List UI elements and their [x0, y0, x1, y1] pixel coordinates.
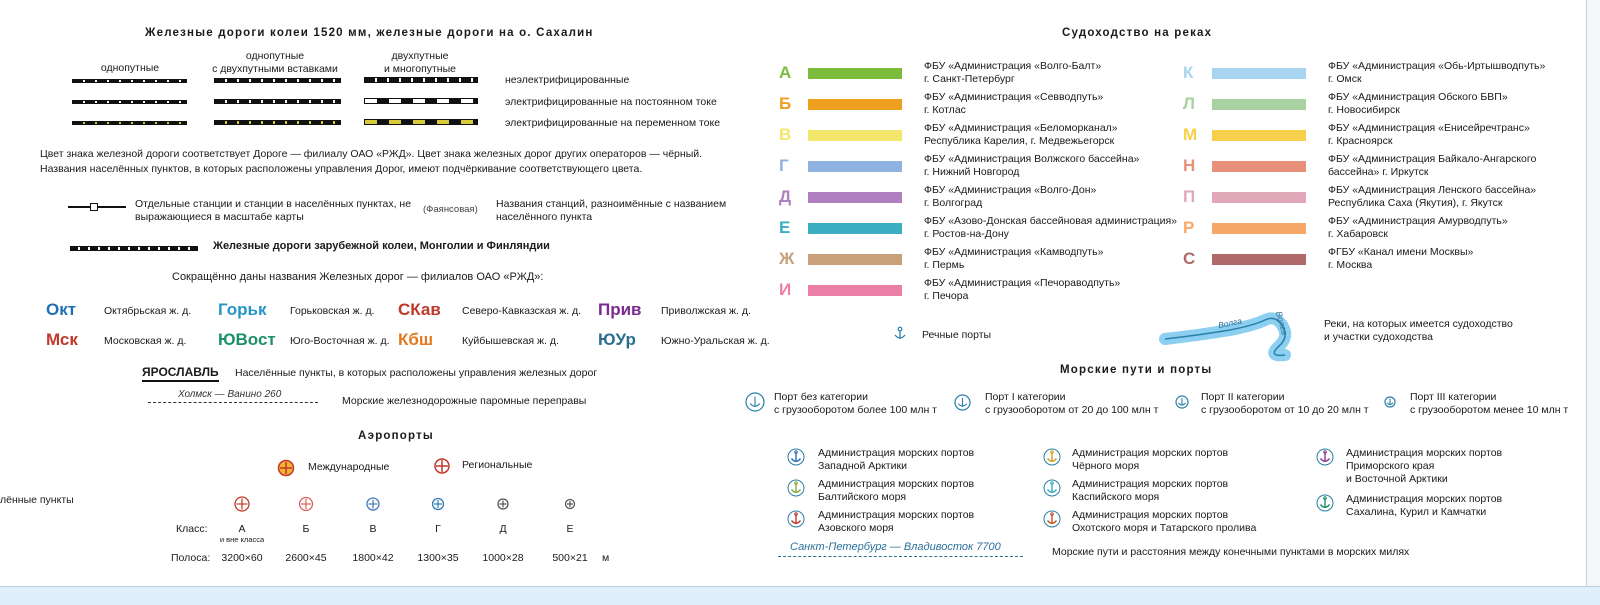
sea-port-icon	[954, 394, 971, 411]
airport-runway: 1300×35	[417, 552, 459, 564]
map-right-edge	[1586, 0, 1600, 586]
river-swatch	[808, 254, 902, 265]
river-swatch	[808, 223, 902, 234]
river-letter: И	[779, 280, 792, 299]
river-admin-text: ФБУ «Администрация «Севводпуть» г. Котлас	[924, 91, 1104, 116]
river-letter: В	[779, 125, 792, 144]
sea-port-text: Порт I категории с грузооборотом от 20 до 100 млн т	[985, 391, 1159, 416]
international-airport-icon	[277, 459, 295, 477]
railway-code: Кбш	[398, 330, 434, 349]
river-swatch	[808, 192, 902, 203]
sea-port-icon	[1384, 396, 1396, 408]
sea-admin-anchor-icon	[787, 448, 805, 466]
sea-admin-text: Администрация морских портов Чёрного моря	[1072, 447, 1229, 472]
sea-admin-anchor-icon	[787, 510, 805, 528]
river-admin-text: ФБУ «Администрация «Енисейречтранс» г. Красноярск	[1328, 122, 1530, 147]
sea-admin-text: Администрация морских портов Каспийского моря	[1072, 478, 1229, 503]
rail-single-nonelec	[72, 79, 187, 83]
sea-admin-text: Администрация морских портов Охотского моря и Татарского пролива	[1072, 509, 1257, 534]
rail-single-dc	[72, 100, 187, 104]
railway-name: Октябрьская ж. д.	[104, 305, 192, 317]
sea-admin-text: Администрация морских портов Приморского края и Восточной Арктики	[1346, 447, 1503, 485]
river-admin-text: ФБУ «Администрация «Волго-Дон» г. Волгоград	[924, 184, 1097, 209]
river-swatch	[1212, 130, 1306, 141]
airports-title: Аэропорты	[358, 430, 434, 442]
col-mixed-label: однопутные с двухпутными вставками	[212, 50, 338, 75]
sea-admin-anchor-icon	[1316, 448, 1334, 466]
airport-class-letter: Г	[435, 523, 441, 535]
col-single-label: однопутные	[100, 62, 160, 74]
sea-route-text: Морские пути и расстояния между конечными пунктами в морских милях	[1052, 546, 1410, 558]
sea-port-icon	[745, 392, 765, 412]
rivers-text: Реки, на которых имеется судоходство и участки судоходства	[1324, 318, 1513, 343]
airport-runway: 500×21	[552, 552, 588, 564]
ferry-line	[148, 402, 318, 403]
cut-left-text: лённые пункты	[0, 494, 74, 506]
station-names-text: Названия станций, разноимённые с названием населённого пункта	[496, 198, 727, 223]
sea-admin-text: Администрация морских портов Азовского моря	[818, 509, 975, 534]
river-admin-text: ФБУ «Администрация «Камводпуть» г. Пермь	[924, 246, 1104, 271]
sea-port-icon	[1175, 395, 1189, 409]
ferry-example: Холмск — Ванино 260	[178, 389, 282, 400]
railway-code: ЮУр	[598, 330, 636, 349]
airport-class-icon	[562, 496, 578, 512]
rail-note-2: Названия населённых пунктов, в которых расположены управления Дорог, имеют подчёркивание соответствующего цвета.	[40, 163, 643, 175]
sea-admin-text: Администрация морских портов Западной Арктики	[818, 447, 975, 472]
sea-admin-anchor-icon	[1043, 510, 1061, 528]
rail-double-nonelec	[364, 77, 478, 83]
railway-name: Московская ж. д.	[104, 335, 187, 347]
sea-admin-anchor-icon	[1043, 448, 1061, 466]
river-letter: Р	[1183, 218, 1195, 237]
river-swatch	[808, 130, 902, 141]
railway-name: Куйбышевская ж. д.	[462, 335, 559, 347]
railway-name: Южно-Уральская ж. д.	[661, 335, 770, 347]
airport-runway: 3200×60	[221, 552, 263, 564]
airport-runway: 2600×45	[285, 552, 327, 564]
river-ports-label: Речные порты	[922, 329, 992, 341]
railway-code: Горьк	[218, 300, 267, 319]
railway-code: Окт	[46, 300, 77, 319]
runway-unit: м	[602, 552, 610, 564]
river-swatch	[1212, 99, 1306, 110]
railway-name: Юго-Восточная ж. д.	[290, 335, 390, 347]
rail-mixed-ac	[214, 120, 341, 125]
sea-admin-text: Администрация морских портов Сахалина, Курил и Камчатки	[1346, 493, 1503, 518]
regional-airport-icon	[433, 457, 451, 475]
sea-admin-anchor-icon	[787, 479, 805, 497]
sea-port-text: Порт II категории с грузооборотом от 10 до 20 млн т	[1201, 391, 1369, 416]
sea-admin-anchor-icon	[1316, 494, 1334, 512]
river-letter: Д	[779, 187, 792, 206]
river-admin-text: ФБУ «Администрация «Печораводпуть» г. Печора	[924, 277, 1121, 302]
airport-class-letter: А	[238, 523, 246, 535]
airport-class-icon	[234, 496, 250, 512]
rivers-title: Судоходство на реках	[1062, 27, 1213, 39]
river-letter: С	[1183, 249, 1196, 268]
river-label-1: Волга	[1217, 315, 1243, 331]
rail-mixed-nonelec	[214, 78, 341, 83]
regional-label: Региональные	[462, 459, 533, 471]
airport-class-icon	[430, 496, 446, 512]
railway-name: Горьковская ж. д.	[290, 305, 375, 317]
map-bottom-strip	[0, 586, 1600, 605]
river-letter: А	[779, 63, 792, 82]
river-letter: М	[1183, 125, 1198, 144]
river-admin-text: ФБУ «Администрация «Беломорканал» Республика Карелия, г. Медвежьегорск	[924, 122, 1118, 147]
river-letter: П	[1183, 187, 1196, 206]
rail-single-ac	[72, 121, 187, 125]
airport-class-icon	[495, 496, 511, 512]
rail-note-1: Цвет знака железной дороги соответствует Дороге — филиалу ОАО «РЖД». Цвет знака железных дорог других операторов — чёрный.	[40, 148, 703, 160]
river-letter: Н	[1183, 156, 1196, 175]
sea-port-text: Порт без категории с грузооборотом более 100 млн т	[774, 391, 937, 416]
col-double-label: двухпутные и многопутные	[383, 50, 456, 75]
airport-class-icon	[298, 496, 314, 512]
rail-mixed-dc	[214, 99, 341, 104]
rail-double-ac	[364, 119, 478, 125]
river-admin-text: ФБУ «Администрация «Волго-Балт» г. Санкт-Петербург	[924, 60, 1102, 85]
runway-label: Полоса:	[171, 552, 211, 564]
airport-class-letter: В	[369, 523, 377, 535]
stations-text: Отдельные станции и станции в населённых пунктах, не выражающиеся в масштабе карты	[135, 198, 412, 223]
airport-runway: 1000×28	[482, 552, 524, 564]
ferry-text: Морские железнодорожные паромные переправы	[342, 395, 587, 407]
international-label: Международные	[308, 461, 390, 473]
river-swatch	[1212, 254, 1306, 265]
airport-class-letter: Д	[499, 523, 507, 535]
class-label: Класс:	[176, 523, 208, 535]
foreign-rail-text: Железные дороги зарубежной колеи, Монголии и Финляндии	[213, 240, 550, 252]
foreign-rail-symbol	[70, 246, 198, 251]
river-port-icon	[893, 326, 907, 340]
river-admin-text: ФБУ «Администрация Волжского бассейна» г. Нижний Новгород	[924, 153, 1140, 178]
river-swatch	[808, 68, 902, 79]
airport-runway: 1800×42	[352, 552, 394, 564]
railway-code: СКав	[398, 300, 441, 319]
river-admin-text: ФБУ «Администрация Амурводпуть» г. Хабаровск	[1328, 215, 1508, 240]
railway-code: Прив	[598, 300, 642, 319]
row-nonelec-label: неэлектрифицированные	[505, 74, 630, 86]
railway-name: Северо-Кавказская ж. д.	[462, 305, 582, 317]
rail-double-dc	[364, 98, 478, 104]
river-letter: Е	[779, 218, 791, 237]
river-swatch	[808, 99, 902, 110]
sea-route-line	[778, 556, 1023, 557]
airport-class-letter: Б	[302, 523, 310, 535]
airport-class-sub: и вне класса	[219, 535, 265, 544]
river-swatch	[1212, 161, 1306, 172]
railway-code: ЮВост	[218, 330, 276, 349]
river-admin-text: ФБУ «Администрация Байкало-Ангарского бассейна» г. Иркутск	[1328, 153, 1537, 178]
airport-class-icon	[365, 496, 381, 512]
railway-name: Приволжская ж. д.	[661, 305, 751, 317]
river-admin-text: ФБУ «Администрация Ленского бассейна» Республика Саха (Якутия), г. Якутск	[1328, 184, 1537, 209]
river-swatch	[1212, 192, 1306, 203]
city-text: Населённые пункты, в которых расположены управления железных дорог	[235, 367, 598, 379]
river-admin-text: ФБУ «Азово-Донская бассейновая администрация» г. Ростов-на-Дону	[924, 215, 1177, 240]
river-swatch	[1212, 68, 1306, 79]
abbr-title: Сокращённо даны названия Железных дорог — филиалов ОАО «РЖД»:	[172, 271, 544, 283]
sea-route-example: Санкт-Петербург — Владивосток 7700	[790, 541, 1001, 553]
station-example: (Фаянсовая)	[423, 204, 478, 215]
river-swatch	[808, 285, 902, 296]
sea-admin-text: Администрация морских портов Балтийского моря	[818, 478, 975, 503]
railway-code: Мск	[46, 330, 78, 349]
river-swatch	[1212, 223, 1306, 234]
river-letter: Ж	[779, 249, 795, 268]
sea-admin-anchor-icon	[1043, 479, 1061, 497]
river-letter: Г	[779, 156, 789, 175]
river-letter: Л	[1183, 94, 1195, 113]
sea-title: Морские пути и порты	[1060, 364, 1213, 376]
sea-port-text: Порт III категории с грузооборотом менее 10 млн т	[1410, 391, 1569, 416]
railways-title: Железные дороги колеи 1520 мм, железные дороги на о. Сахалин	[145, 27, 594, 39]
city-example: ЯРОСЛАВЛЬ	[142, 365, 219, 382]
row-dc-label: электрифицированные на постоянном токе	[505, 96, 717, 108]
river-admin-text: ФБУ «Администрация «Обь-Иртышводпуть» г. Омск	[1328, 60, 1546, 85]
row-ac-label: электрифицированные на переменном токе	[505, 117, 721, 129]
river-admin-text: ФГБУ «Канал имени Москвы» г. Москва	[1328, 246, 1474, 271]
river-letter: Б	[779, 94, 792, 113]
river-swatch	[808, 161, 902, 172]
river-label-2: Волга	[1274, 310, 1290, 336]
river-symbol-icon	[1160, 305, 1310, 365]
airport-class-letter: Е	[566, 523, 574, 535]
river-admin-text: ФБУ «Администрация Обского БВП» г. Новосибирск	[1328, 91, 1508, 116]
river-letter: К	[1183, 63, 1194, 82]
